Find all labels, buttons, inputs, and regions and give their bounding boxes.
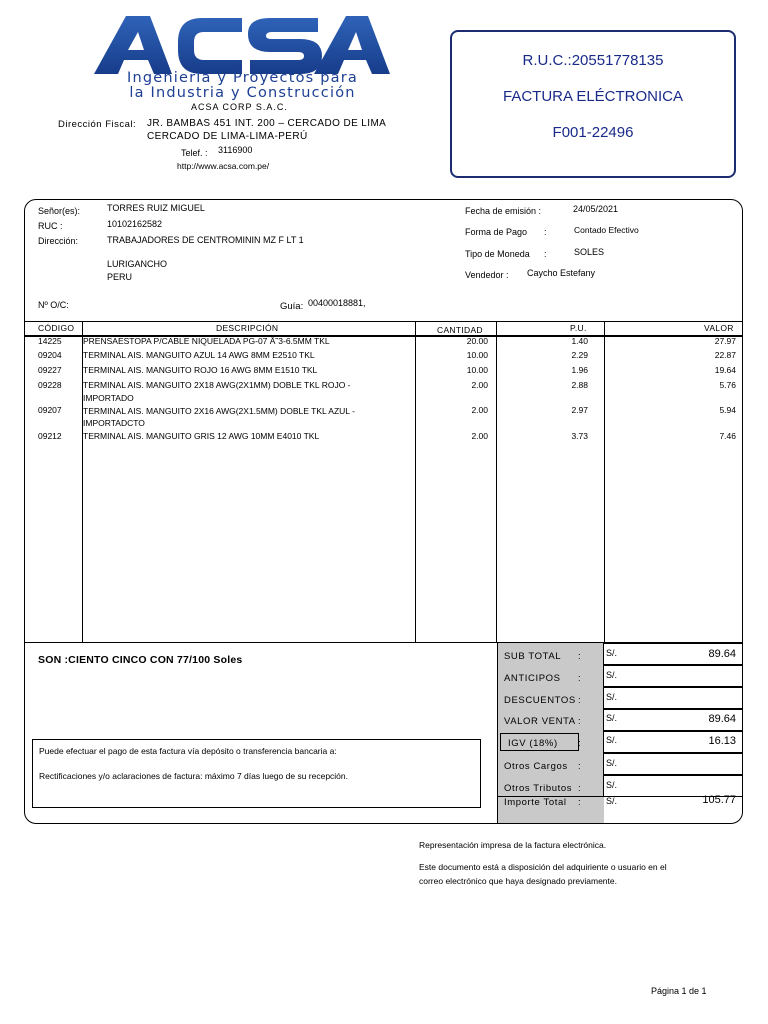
total-label: Importe Total bbox=[504, 797, 567, 808]
currency-colon: : bbox=[544, 249, 547, 259]
row-quantity: 10.00 bbox=[466, 365, 488, 375]
total-value: 89.64 bbox=[708, 713, 736, 725]
row-description: TERMINAL AIS. MANGUITO AZUL 14 AWG 8MM E2510 TKL bbox=[83, 350, 315, 360]
total-label: DESCUENTOS bbox=[504, 695, 576, 706]
total-currency: S/. bbox=[606, 713, 618, 723]
guia-label: Guía: bbox=[280, 301, 304, 312]
otros-cargos-box bbox=[603, 753, 743, 775]
row-value: 5.76 bbox=[719, 380, 736, 390]
row-value: 19.64 bbox=[714, 365, 736, 375]
row-code: 09212 bbox=[38, 431, 62, 441]
company-website[interactable]: http://www.acsa.com.pe/ bbox=[177, 161, 270, 171]
payment-colon: : bbox=[544, 227, 547, 237]
row-code: 09228 bbox=[38, 380, 62, 390]
client-address-2: LURIGANCHO bbox=[107, 259, 168, 269]
total-colon: : bbox=[578, 695, 581, 706]
footer-availability-2: correo electrónico que haya designado previamente. bbox=[419, 876, 617, 886]
payment-label: Forma de Pago bbox=[465, 227, 528, 237]
col-divider-qty bbox=[496, 321, 497, 642]
total-label: SUB TOTAL bbox=[504, 651, 562, 662]
client-label: Señor(es): bbox=[38, 206, 81, 216]
company-phone: 3116900 bbox=[218, 145, 253, 155]
total-currency: S/. bbox=[606, 735, 618, 745]
header-value: VALOR bbox=[704, 323, 734, 333]
company-tagline-2: la Industria y Construcción bbox=[129, 85, 356, 101]
issue-date: 24/05/2021 bbox=[573, 204, 619, 214]
total-currency: S/. bbox=[606, 692, 618, 702]
anticipos-box bbox=[603, 665, 743, 687]
total-colon: : bbox=[578, 716, 581, 727]
row-code: 09227 bbox=[38, 365, 62, 375]
header-unit-price: P.U. bbox=[570, 323, 587, 333]
seller-label: Vendedor : bbox=[465, 270, 509, 280]
client-address-3: PERU bbox=[107, 272, 133, 282]
total-currency: S/. bbox=[606, 796, 618, 806]
row-value: 22.87 bbox=[714, 350, 736, 360]
payment-method: Contado Efectivo bbox=[574, 225, 639, 235]
row-description: PRENSAESTOPA P/CABLE NIQUELADA PG-07 Ã˜3-6.5MM TKL bbox=[83, 336, 330, 346]
total-label: Otros Cargos bbox=[504, 761, 568, 772]
row-code: 14225 bbox=[38, 336, 62, 346]
total-label: VALOR VENTA bbox=[504, 716, 576, 727]
acsa-logo-icon bbox=[92, 12, 392, 76]
total-colon: : bbox=[578, 738, 581, 749]
total-currency: S/. bbox=[606, 758, 618, 768]
total-label: IGV (18%) bbox=[508, 738, 558, 749]
company-tagline-1: Ingenieria y Proyectos para bbox=[127, 70, 358, 86]
row-unit-price: 3.73 bbox=[571, 431, 588, 441]
seller-name: Caycho Estefany bbox=[527, 268, 596, 278]
row-description: TERMINAL AIS. MANGUITO ROJO 16 AWG 8MM E1510 TKL bbox=[83, 365, 318, 375]
total-colon: : bbox=[578, 797, 581, 808]
footer-printed-representation: Representación impresa de la factura electrónica. bbox=[419, 840, 607, 850]
phone-label: Telef. : bbox=[181, 148, 208, 158]
currency-label: Tipo de Moneda bbox=[465, 249, 530, 259]
note-payment: Puede efectuar el pago de esta factura vía depósito o transferencia bancaria a: bbox=[39, 746, 337, 756]
invoice-id-box bbox=[450, 30, 736, 178]
row-unit-price: 1.96 bbox=[571, 365, 588, 375]
header-quantity: CANTIDAD bbox=[437, 325, 483, 335]
total-colon: : bbox=[578, 651, 581, 662]
company-name: ACSA CORP S.A.C. bbox=[191, 102, 288, 112]
row-value: 7.46 bbox=[719, 431, 736, 441]
total-colon: : bbox=[578, 783, 581, 794]
total-currency: S/. bbox=[606, 780, 618, 790]
total-label: Otros Tributos bbox=[504, 783, 573, 794]
total-colon: : bbox=[578, 673, 581, 684]
company-logo bbox=[92, 12, 392, 76]
total-currency: S/. bbox=[606, 670, 618, 680]
total-value: 105.77 bbox=[702, 794, 736, 806]
row-value: 27.97 bbox=[714, 336, 736, 346]
payment-notes-box bbox=[32, 739, 481, 808]
table-top-rule bbox=[25, 321, 742, 322]
row-unit-price: 2.97 bbox=[571, 405, 588, 415]
company-address-2: CERCADO DE LIMA-LIMA-PERÚ bbox=[147, 131, 308, 142]
header-code: CÓDIGO bbox=[38, 323, 75, 333]
invoice-number: F001-22496 bbox=[552, 124, 634, 141]
footer-availability-1: Este documento está a disposición del adquiriente o usuario en el bbox=[419, 862, 667, 872]
invoice-ruc: R.U.C.:20551778135 bbox=[522, 52, 664, 69]
row-quantity: 10.00 bbox=[466, 350, 488, 360]
row-quantity: 20.00 bbox=[466, 336, 488, 346]
company-address-1: JR. BAMBAS 451 INT. 200 – CERCADO DE LIMA bbox=[147, 118, 387, 129]
row-value: 5.94 bbox=[719, 405, 736, 415]
amount-in-words: SON :CIENTO CINCO CON 77/100 Soles bbox=[38, 654, 243, 666]
client-address-label: Dirección: bbox=[38, 236, 79, 246]
total-label: ANTICIPOS bbox=[504, 673, 561, 684]
row-quantity: 2.00 bbox=[471, 380, 488, 390]
total-colon: : bbox=[578, 761, 581, 772]
row-unit-price: 2.88 bbox=[571, 380, 588, 390]
row-code: 09204 bbox=[38, 350, 62, 360]
total-value: 16.13 bbox=[708, 735, 736, 747]
row-quantity: 2.00 bbox=[471, 405, 488, 415]
guia-number: 00400018881, bbox=[308, 298, 366, 308]
row-description: TERMINAL AIS. MANGUITO 2X18 AWG(2X1MM) DOBLE TKL ROJO - bbox=[83, 380, 351, 390]
total-currency: S/. bbox=[606, 648, 618, 658]
invoice-doc-type: FACTURA ELÉCTRONICA bbox=[502, 88, 684, 105]
page-number: Página 1 de 1 bbox=[651, 986, 707, 996]
row-unit-price: 1.40 bbox=[571, 336, 588, 346]
row-description-cont: IMPORTADCTO bbox=[83, 418, 145, 428]
client-ruc: 10102162582 bbox=[107, 219, 163, 229]
client-ruc-label: RUC : bbox=[38, 221, 63, 231]
currency-value: SOLES bbox=[574, 247, 605, 257]
col-divider-pu bbox=[604, 321, 605, 642]
date-label: Fecha de emisión : bbox=[465, 206, 542, 216]
row-description: TERMINAL AIS. MANGUITO 2X16 AWG(2X1.5MM) DOBLE TKL AZUL - bbox=[83, 406, 355, 416]
header-description: DESCRIPCIÓN bbox=[216, 323, 279, 333]
row-unit-price: 2.29 bbox=[571, 350, 588, 360]
oc-label: Nº O/C: bbox=[38, 300, 69, 310]
note-rectifications: Rectificaciones y/o aclaraciones de factura: máximo 7 días luego de su recepción. bbox=[39, 771, 348, 781]
row-description-cont: IMPORTADO bbox=[83, 393, 134, 403]
row-code: 09207 bbox=[38, 405, 62, 415]
row-quantity: 2.00 bbox=[471, 431, 488, 441]
total-value: 89.64 bbox=[708, 648, 736, 660]
client-name: TORRES RUIZ MIGUEL bbox=[107, 203, 205, 213]
row-description: TERMINAL AIS. MANGUITO GRIS 12 AWG 10MM E4010 TKL bbox=[83, 431, 320, 441]
address-label: Dirección Fiscal: bbox=[58, 119, 137, 130]
descuentos-box bbox=[603, 687, 743, 709]
client-address-1: TRABAJADORES DE CENTROMININ MZ F LT 1 bbox=[107, 235, 304, 245]
